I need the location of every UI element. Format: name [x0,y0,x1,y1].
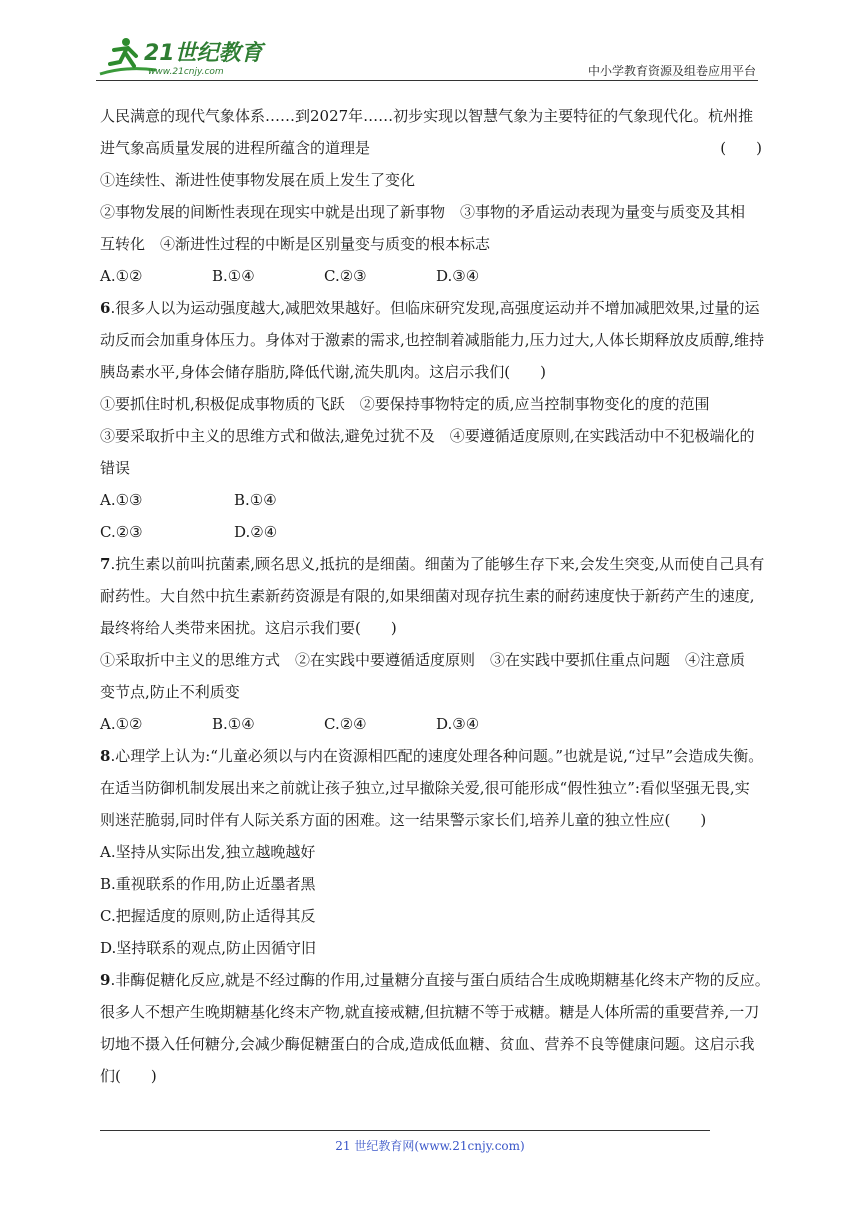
q7-option-d[interactable]: D.③④ [436,715,480,733]
q6-option-c[interactable]: C.②③ [100,523,143,541]
q5-statement-1: ①连续性、渐进性使事物发展在质上发生了变化 [100,171,416,189]
q6-statement-2: ③要采取折中主义的思维方式和做法,避免过犹不及 ④要遵循适度原则,在实践活动中不犯极端化的 [100,427,755,445]
q6-option-d[interactable]: D.②④ [234,523,278,541]
q5-option-a[interactable]: A.①② [100,267,143,285]
q5-stem-line [100,132,764,164]
q5-statement-2-cont: 互转化 ④渐进性过程的中断是区别量变与质变的根本标志 [100,235,491,253]
q8-option-d[interactable]: D.坚持联系的观点,防止因循守旧 [100,939,317,957]
q7-statements-cont: 变节点,防止不利质变 [100,683,240,701]
q8-option-c[interactable]: C.把握适度的原则,防止适得其反 [100,907,316,925]
q6-options-row-1 [100,484,764,516]
q8-stem-line [100,740,764,772]
q8-option-a[interactable]: A.坚持从实际出发,独立越晚越好 [100,843,316,861]
q8-option-b[interactable]: B.重视联系的作用,防止近墨者黑 [100,875,316,893]
q5-stem-line: 人民满意的现代气象体系……到2027年……初步实现以智慧气象为主要特征的气象现代化。杭州推 [100,107,754,125]
q7-stem-text: .抗生素以前叫抗菌素,顾名思义,抵抗的是细菌。细菌为了能够生存下来,会发生突变,从而使自己具有 [110,555,765,573]
q6-number: 6 [100,299,111,317]
page-footer[interactable]: 21 世纪教育网(www.21cnjy.com) [335,1139,525,1153]
q6-stem-line [100,292,764,324]
q5-statement-2: ②事物发展的间断性表现在现实中就是出现了新事物 ③事物的矛盾运动表现为量变与质变及其相 [100,203,746,221]
q9-stem-line [100,964,770,996]
question-content [100,100,770,1092]
q9-number: 9 [100,971,111,989]
q6-statement-1: ①要抓住时机,积极促成事物质的飞跃 ②要保持事物特定的质,应当控制事物变化的度的范围 [100,395,710,413]
q7-options [100,708,764,740]
q6-option-a[interactable]: A.①③ [100,491,143,509]
q7-stem-line: 最终将给人类带来困扰。这启示我们要( ) [100,619,397,637]
q9-stem-line: 们( ) [100,1067,157,1085]
logo-text: 21世纪教育 [144,41,263,66]
q9-stem-line: 很多人不想产生晚期糖基化终末产物,就直接戒糖,但抗糖不等于戒糖。糖是人体所需的重要营养,一刀 [100,1003,760,1021]
q5-option-b[interactable]: B.①④ [212,267,255,285]
q6-options-row-2 [100,516,764,548]
q6-statement-2-cont: 错误 [100,459,131,477]
q7-option-b[interactable]: B.①④ [212,715,255,733]
q6-stem-text: .很多人以为运动强度越大,减肥效果越好。但临床研究发现,高强度运动并不增加减肥效果,过量的运 [110,299,760,317]
q5-options [100,260,764,292]
q9-stem-line: 切地不摄入任何糖分,会减少酶促糖蛋白的合成,造成低血糖、贫血、营养不良等健康问题。这启示我 [100,1035,755,1053]
q5-option-d[interactable]: D.③④ [436,267,480,285]
q5-option-c[interactable]: C.②③ [324,267,367,285]
q8-stem-text: .心理学上认为:“儿童必须以与内在资源相匹配的速度处理各种问题。”也就是说,“过早”会造成失衡。 [110,747,764,765]
q7-stem-line [100,548,764,580]
q5-stem-text: 进气象高质量发展的进程所蕴含的道理是 [100,139,371,157]
q5-answer-paren: ( ) [720,139,762,157]
q8-stem-line: 则迷茫脆弱,同时伴有人际关系方面的困难。这一结果警示家长们,培养儿童的独立性应( ) [100,811,707,829]
q7-stem-line: 耐药性。大自然中抗生素新药资源是有限的,如果细菌对现存抗生素的耐药速度快于新药产生的速度, [100,587,755,605]
q6-stem-line: 动反而会加重身体压力。身体对于激素的需求,也控制着减脂能力,压力过大,人体长期释放皮质醇,维持 [100,331,765,349]
q6-option-b[interactable]: B.①④ [234,491,277,509]
footer-divider [100,1130,710,1131]
q7-option-c[interactable]: C.②④ [324,715,367,733]
q7-number: 7 [100,555,111,573]
q8-stem-line: 在适当防御机制发展出来之前就让孩子独立,过早撤除关爱,很可能形成“假性独立”:看似坚强无畏,实 [100,779,750,797]
q8-number: 8 [100,747,111,765]
page-header [96,30,758,82]
q7-option-a[interactable]: A.①② [100,715,143,733]
q6-stem-line: 胰岛素水平,身体会储存脂肪,降低代谢,流失肌肉。这启示我们( ) [100,363,547,381]
q9-stem-text: .非酶促糖化反应,就是不经过酶的作用,过量糖分直接与蛋白质结合生成晚期糖基化终末产物的反应。 [110,971,770,989]
q7-statements: ①采取折中主义的思维方式 ②在实践中要遵循适度原则 ③在实践中要抓住重点问题 ④注意质 [100,651,746,669]
site-logo [96,30,266,80]
platform-name: 中小学教育资源及组卷应用平台 [587,64,756,78]
logo-url: www.21cnjy.com [148,67,224,77]
header-divider [96,80,758,81]
